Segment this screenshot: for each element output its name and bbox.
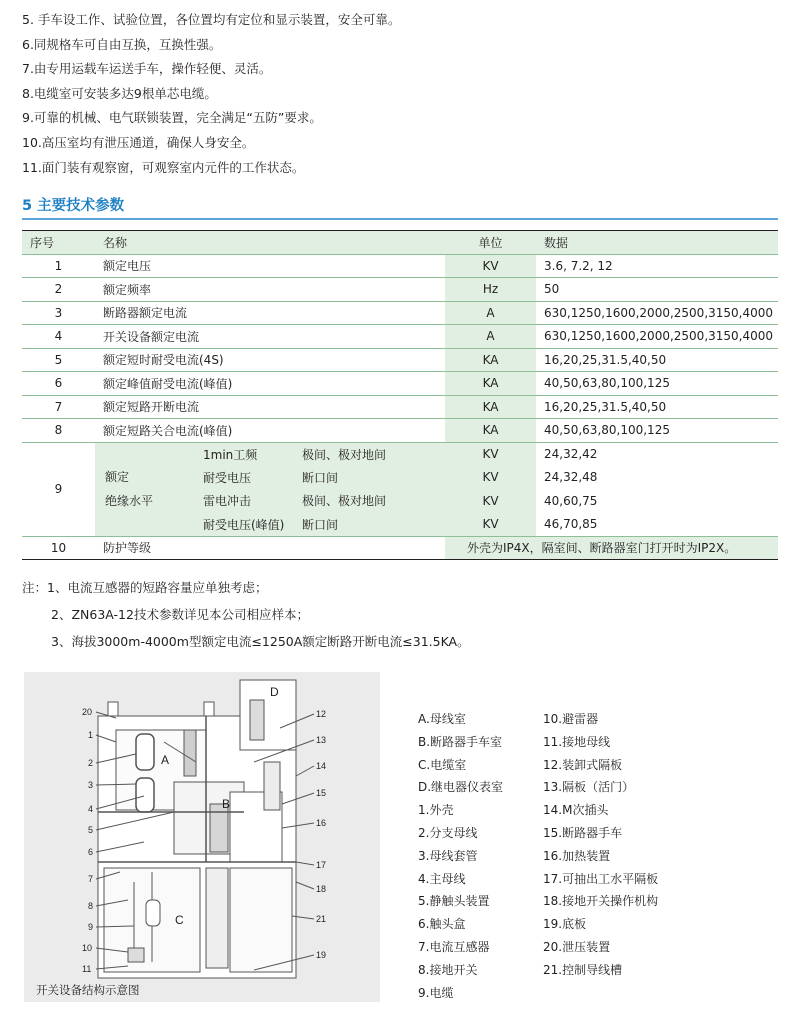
cell-data: 3.6, 7.2, 12 <box>536 254 778 278</box>
cell-unit: KV <box>445 254 536 278</box>
cell-name: 额定短路开断电流 <box>95 395 445 419</box>
legend-item: 21.控制导线槽 <box>543 962 623 977</box>
cell-sub: 1min工频 <box>195 442 294 466</box>
table-header-row <box>22 231 778 255</box>
callout-number: 2 <box>88 758 94 768</box>
cell-name: 额定电压 <box>95 254 445 278</box>
callout-number: 20 <box>82 707 93 717</box>
legend-item: 4.主母线 <box>418 871 466 886</box>
legend-item: 3.母线套管 <box>418 848 478 863</box>
callout-number: 5 <box>88 825 94 835</box>
cell-name: 额定峰值耐受电流(峰值) <box>95 372 445 396</box>
room-label-c: C <box>175 913 184 927</box>
legend-item: 15.断路器手车 <box>543 825 623 840</box>
callout-number: 10 <box>82 943 93 953</box>
callout-number: 19 <box>316 950 327 960</box>
cell-no: 8 <box>22 419 95 443</box>
legend-item: 7.电流互感器 <box>418 939 490 954</box>
header-name: 名称 <box>95 231 445 255</box>
note-item: 2、ZN63A-12技术参数详见本公司相应样本； <box>51 607 309 622</box>
legend-item: 10.避雷器 <box>543 712 599 726</box>
legend-item: A.母线室 <box>418 712 466 726</box>
legend-item: 20.泄压装置 <box>543 939 611 954</box>
cell-data: 630,1250,1600,2000,2500,3150,4000 <box>536 301 778 325</box>
feature-item: 11.面门装有观察窗，可观察室内元件的工作状态。 <box>22 159 305 175</box>
cell-name: 开关设备额定电流 <box>95 325 445 349</box>
feature-item: 10.高压室均有泄压通道，确保人身安全。 <box>22 134 255 150</box>
callout-number: 9 <box>88 922 94 932</box>
cell-data: 24,32,42 <box>544 447 598 461</box>
legend-item: 5.静触头装置 <box>418 894 490 909</box>
callout-number: 12 <box>316 709 327 719</box>
cell-unit: KV <box>445 442 536 466</box>
legend-item: 11.接地母线 <box>543 734 611 749</box>
legend-item: 18.接地开关操作机构 <box>543 894 659 909</box>
callout-number: 7 <box>88 874 94 884</box>
switchgear-diagram <box>24 672 380 1002</box>
cell-no: 6 <box>22 372 95 396</box>
cell-sub: 耐受电压 <box>195 466 294 490</box>
cell-data: 外壳为IP4X，隔室间、断路器室门打开时为IP2X。 <box>445 536 778 560</box>
callout-number: 21 <box>316 914 327 924</box>
cell-sub: 雷电冲击 <box>195 489 294 513</box>
legend-item: D.继电器仪表室 <box>418 780 504 795</box>
callout-number: 17 <box>316 860 327 870</box>
legend-left <box>418 708 503 1004</box>
room-label-d: D <box>270 685 279 699</box>
cell-data: 40,60,75 <box>544 493 598 508</box>
note-item: 3、海拔3000m-4000m型额定电流≤1250A额定断路开断电流≤31.5KA。 <box>51 634 470 649</box>
callout-number: 15 <box>316 788 327 798</box>
cell-no: 3 <box>22 301 95 325</box>
table-row <box>22 372 778 396</box>
cell-pos: 断口间 <box>294 466 445 490</box>
cell-unit: Hz <box>445 278 536 302</box>
cell-data: 46,70,85 <box>536 513 778 537</box>
cell-unit: KA <box>445 395 536 419</box>
insulation-name-line2: 绝缘水平 <box>105 494 154 508</box>
callout-number: 3 <box>88 780 94 790</box>
legend-item: 12.装卸式隔板 <box>543 757 623 772</box>
cell-no: 10 <box>22 536 95 560</box>
cell-name: 断路器额定电流 <box>95 301 445 325</box>
table-row <box>22 301 778 325</box>
cell-no: 9 <box>22 442 95 536</box>
cell-unit: KA <box>445 372 536 396</box>
table-row <box>22 442 778 466</box>
cell-unit: KV <box>445 513 536 537</box>
feature-item: 6.同规格车可自由互换，互换性强。 <box>22 36 222 52</box>
legend-item: 16.加热装置 <box>543 848 611 863</box>
legend-item: 19.底板 <box>543 917 587 932</box>
cell-name: 额定短时耐受电流(4S) <box>95 348 445 372</box>
cell-data: 16,20,25,31.5,40,50 <box>536 395 778 419</box>
cell-no: 1 <box>22 254 95 278</box>
legend-item: 9.电缆 <box>418 985 454 1000</box>
legend-item: B.断路器手车室 <box>418 734 503 749</box>
cell-sub: 耐受电压(峰值) <box>195 513 294 537</box>
legend-item: 13.隔板（活门） <box>543 780 635 795</box>
cell-no: 4 <box>22 325 95 349</box>
cell-unit: A <box>445 325 536 349</box>
insulation-name-line1: 额定 <box>105 470 130 484</box>
header-unit: 单位 <box>445 231 536 255</box>
cell-name: 额定短路关合电流(峰值) <box>95 419 445 443</box>
feature-item: 7.由专用运载车运送手车，操作轻便、灵活。 <box>22 61 272 77</box>
table-row <box>22 325 778 349</box>
table-row <box>22 419 778 443</box>
note-item: 注：1、电流互感器的短路容量应单独考虑； <box>22 580 268 595</box>
callout-number: 13 <box>316 735 327 745</box>
legend-item: 6.触头盒 <box>418 917 466 932</box>
table-row <box>22 278 778 302</box>
feature-item: 5. 手车设工作、试验位置，各位置均有定位和显示装置，安全可靠。 <box>22 12 401 27</box>
cell-name: 额定频率 <box>95 278 445 302</box>
legend-item: 8.接地开关 <box>418 962 478 977</box>
callout-number: 14 <box>316 761 327 771</box>
cell-insulation-name <box>95 442 195 536</box>
callout-number: 11 <box>82 964 92 974</box>
cell-data: 24,32,48 <box>544 470 598 485</box>
cell-pos: 断口间 <box>294 513 445 537</box>
legend-item: 14.M次插头 <box>543 803 609 818</box>
cell-data: 50 <box>536 278 778 302</box>
cell-pos: 极间、极对地间 <box>294 489 445 513</box>
feature-list <box>22 8 400 180</box>
cell-no: 7 <box>22 395 95 419</box>
section-title: 5 主要技术参数 <box>22 198 125 214</box>
room-d-outline <box>240 680 296 750</box>
feature-item: 9.可靠的机械、电气联锁装置，完全满足“五防”要求。 <box>22 110 322 126</box>
cell-no: 5 <box>22 348 95 372</box>
feature-item: 8.电缆室可安装多达9根单芯电缆。 <box>22 85 217 101</box>
cell-unit: A <box>445 301 536 325</box>
callout-number: 18 <box>316 884 327 894</box>
cell-unit: KV <box>445 489 536 513</box>
header-no: 序号 <box>22 231 95 255</box>
notes <box>22 574 470 655</box>
callout-number: 6 <box>88 847 94 857</box>
legend-item: 17.可抽出工水平隔板 <box>543 871 659 886</box>
legend-right <box>543 708 658 982</box>
callout-number: 1 <box>88 730 94 740</box>
cell-pos: 极间、极对地间 <box>294 442 445 466</box>
cell-data: 40,50,63,80,100,125 <box>536 419 778 443</box>
legend-item: 2.分支母线 <box>418 825 478 840</box>
cell-name: 防护等级 <box>95 536 445 560</box>
cell-data: 40,50,63,80,100,125 <box>536 372 778 396</box>
cell-unit: KA <box>445 348 536 372</box>
parameter-table <box>22 230 778 560</box>
legend-item: C.电缆室 <box>418 757 467 772</box>
cell-data: 630,1250,1600,2000,2500,3150,4000 <box>536 325 778 349</box>
legend-item: 1.外壳 <box>418 803 454 818</box>
table-row <box>22 348 778 372</box>
table-row <box>22 254 778 278</box>
diagram-caption: 开关设备结构示意图 <box>36 983 140 997</box>
cell-unit: KA <box>445 419 536 443</box>
cell-no: 2 <box>22 278 95 302</box>
room-label-a: A <box>161 753 170 767</box>
cell-data: 16,20,25,31.5,40,50 <box>536 348 778 372</box>
switchgear-drawing <box>24 672 380 1002</box>
table-row <box>22 395 778 419</box>
callout-number: 16 <box>316 818 327 828</box>
section-divider <box>22 218 778 220</box>
room-label-b: B <box>222 797 231 811</box>
callout-number: 8 <box>88 901 94 911</box>
cell-unit: KV <box>445 466 536 490</box>
table-row <box>22 536 778 560</box>
callout-number: 4 <box>88 804 94 814</box>
header-data: 数据 <box>536 231 778 255</box>
